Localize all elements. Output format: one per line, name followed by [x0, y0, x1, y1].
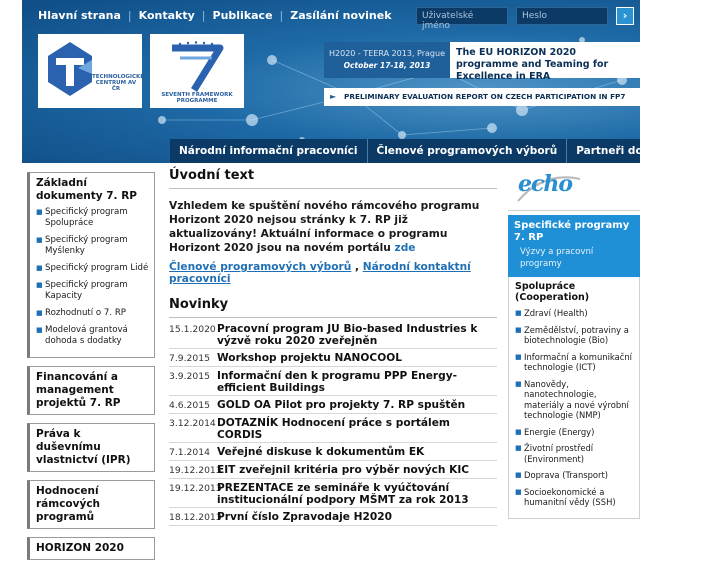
event-name: H2020 - TEERA 2013, Prague: [329, 49, 445, 58]
bullet-icon: ■: [515, 352, 522, 361]
bullet-icon: ■: [515, 427, 522, 436]
news-title[interactable]: První číslo Zpravodaje H2020: [217, 511, 392, 523]
news-item[interactable]: [169, 367, 497, 396]
bullet-icon: ■: [515, 379, 522, 388]
nav-link-contacts[interactable]: Kontakty: [138, 9, 195, 22]
specific-programmes-box[interactable]: [508, 215, 640, 277]
password-input[interactable]: Heslo: [516, 7, 608, 25]
coop-item-bio[interactable]: ■ Zemědělství, potraviny a biotechnologie (Bio): [515, 324, 629, 345]
news-title[interactable]: Veřejné diskuse k dokumentům EK: [217, 446, 425, 458]
coop-item-ict[interactable]: ■ Informační a komunikační technologie (ICT): [515, 351, 632, 372]
sidebar-box-horizon2020[interactable]: [27, 537, 155, 560]
news-title[interactable]: PREZENTACE ze semináře k vyúčtování institucionální podpory MŠMT za rok 2013: [217, 482, 469, 506]
news-item[interactable]: [169, 508, 497, 526]
left-sidebar: [27, 172, 155, 568]
sidebar-item-fp7-decision[interactable]: ■ Rozhodnutí o 7. RP: [36, 308, 126, 318]
news-title[interactable]: DOTAZNÍK Hodnocení práce s portálem CORDIS: [217, 417, 450, 441]
arrow-right-icon: ►: [330, 92, 337, 101]
news-date: 3.12.2014: [169, 418, 216, 429]
news-date: 19.12.2013: [169, 483, 222, 494]
tc-logo-icon: [38, 34, 145, 108]
news-item[interactable]: [169, 479, 497, 508]
event-date: October 17-18, 2013: [343, 61, 431, 70]
news-date: 7.9.2015: [169, 353, 210, 364]
specific-programmes-title[interactable]: Specifické programy 7. RP: [514, 220, 630, 243]
bullet-icon: ■: [515, 309, 522, 317]
news-date: 3.9.2015: [169, 371, 210, 382]
news-item[interactable]: [169, 396, 497, 414]
fp7-caption-line2: PROGRAMME: [176, 98, 218, 104]
news-date: 4.6.2015: [169, 400, 210, 411]
sidebar-box-evaluation[interactable]: [27, 480, 155, 529]
news-list: [169, 320, 497, 526]
sidebar-item-capacities[interactable]: ■ Specifický program Kapacity: [36, 280, 128, 301]
bullet-icon: ■: [515, 444, 522, 452]
nav-link-newsletter[interactable]: Zasílání novinek: [290, 9, 392, 22]
news-date: 15.1.2020: [169, 324, 216, 335]
news-title[interactable]: GOLD OA Pilot pro projekty 7. RP spuštěn: [217, 399, 466, 411]
news-item[interactable]: [169, 461, 497, 479]
technologicke-centrum-logo[interactable]: [38, 34, 145, 108]
bullet-icon: ■: [515, 471, 522, 479]
nav-link-national-info-workers[interactable]: Národní informační pracovníci: [170, 139, 368, 163]
tc-caption-line1: TECHNOLOGICKÉ: [92, 74, 145, 80]
intro-link-here[interactable]: zde: [394, 242, 416, 254]
calls-work-programmes-link[interactable]: Výzvy a pracovní programy: [520, 247, 594, 269]
sidebar-box-basic-documents: [27, 172, 155, 358]
echo-logo-text: echo: [518, 171, 573, 197]
sidebar-box-ipr[interactable]: [27, 423, 155, 472]
bullet-icon: ■: [36, 309, 43, 317]
event-banner[interactable]: [324, 42, 640, 82]
news-item[interactable]: [169, 349, 497, 367]
news-title[interactable]: Workshop projektu NANOCOOL: [217, 352, 402, 364]
nav-separator: |: [127, 9, 132, 22]
nav-separator: |: [201, 9, 206, 22]
news-title[interactable]: EIT zveřejnil kritéria pro výběr nových KIC: [217, 464, 470, 476]
coop-item-health[interactable]: ■ Zdraví (Health): [515, 308, 588, 318]
sidebar-box-title: Hodnocení rámcových programů: [36, 485, 101, 523]
sidebar-box-title[interactable]: Základní dokumenty 7. RP: [36, 177, 137, 202]
news-heading: Novinky: [169, 297, 497, 318]
sidebar-box-title: HORIZON 2020: [36, 542, 124, 554]
news-date: 18.12.2013: [169, 512, 222, 523]
coop-item-energy[interactable]: ■ Energie (Energy): [515, 426, 595, 437]
bullet-icon: ■: [36, 264, 43, 272]
news-title[interactable]: Informační den k programu PPP Energy-efficient Buildings: [217, 370, 458, 394]
event-title: The EU HORIZON 2020 programme and Teaming for Excellence in ERA: [456, 47, 609, 82]
sidebar-box-financing[interactable]: [27, 366, 155, 415]
coop-item-nmp[interactable]: ■ Nanovědy, nanotechnologie, materiály a nové výrobní technologie (NMP): [515, 378, 629, 420]
sidebar-item-ideas[interactable]: ■ Specifický program Myšlenky: [36, 235, 128, 256]
main-navigation: [170, 139, 697, 163]
news-title[interactable]: Pracovní program JU Bio-based Industries k výzvě roku 2020 zveřejněn: [217, 323, 478, 347]
sidebar-box-title: Financování a management projektů 7. RP: [36, 371, 121, 409]
main-content: [169, 163, 497, 526]
bullet-icon: ■: [36, 281, 43, 289]
coop-item-ssh[interactable]: ■ Socioekonomické a humanitní vědy (SSH): [515, 486, 616, 507]
bullet-icon: ■: [36, 326, 43, 334]
bullet-icon: ■: [36, 208, 43, 216]
news-item[interactable]: [169, 320, 497, 349]
intro-links: [169, 261, 497, 285]
fp7-logo[interactable]: [150, 34, 244, 108]
event-banner-date-panel: [324, 42, 450, 78]
bullet-icon: ■: [515, 325, 522, 334]
intro-text: Vzhledem ke spuštění nového rámcového programu Horizont 2020 nejsou stránky k 7. RP již aktualizovány! Aktuální informace o programu Horizont 2020 jsou na novém portálu zde: [169, 200, 480, 254]
intro-heading: Úvodní text: [169, 168, 497, 189]
news-date: 19.12.2013: [169, 465, 222, 476]
news-item[interactable]: [169, 414, 497, 443]
top-navigation: [22, 0, 640, 32]
login-submit-button[interactable]: ›: [616, 7, 634, 25]
link-national-contacts[interactable]: Národní kontaktní pracovníci: [169, 261, 471, 285]
nav-separator: |: [279, 9, 284, 22]
username-input[interactable]: Uživatelské jméno: [416, 7, 508, 25]
coop-item-environment[interactable]: ■ Životní prostředí (Environment): [515, 443, 594, 464]
fp7-caption-line1: SEVENTH FRAMEWORK: [161, 92, 233, 98]
report-title: PRELIMINARY EVALUATION REPORT ON CZECH PARTICIPATION IN FP7: [344, 92, 626, 101]
right-sidebar: [508, 163, 640, 519]
nav-link-programme-committee-members[interactable]: Členové programových výborů: [368, 139, 568, 163]
nav-link-project-partners[interactable]: Partneři do projektů: [576, 145, 697, 157]
news-date: 7.1.2014: [169, 447, 210, 458]
link-committee-members[interactable]: Členové programových výborů: [169, 261, 352, 273]
cooperation-title[interactable]: Spolupráce (Cooperation): [515, 281, 590, 303]
bullet-icon: ■: [515, 487, 522, 496]
nav-link-home[interactable]: Hlavní strana: [38, 9, 121, 22]
sidebar-item-grant-agreement[interactable]: ■ Modelová grantová dohoda s dodatky: [36, 325, 128, 346]
news-item[interactable]: [169, 443, 497, 461]
bullet-icon: ■: [36, 236, 43, 244]
report-banner[interactable]: [324, 88, 640, 106]
nav-link-publications[interactable]: Publikace: [212, 9, 273, 22]
sidebar-item-people[interactable]: ■ Specifický program Lidé: [36, 263, 149, 273]
cooperation-box: [508, 277, 640, 519]
sidebar-item-cooperation[interactable]: ■ Specifický program Spolupráce: [36, 207, 128, 228]
echo-logo-box[interactable]: [508, 163, 640, 211]
tc-caption-line2: CENTRUM AV ČR: [95, 80, 137, 92]
link-separator: ,: [355, 261, 360, 273]
coop-item-transport[interactable]: ■ Doprava (Transport): [515, 470, 609, 480]
sidebar-box-title: Práva k duševnímu vlastnictví (IPR): [36, 428, 131, 466]
site-header: [22, 0, 697, 163]
